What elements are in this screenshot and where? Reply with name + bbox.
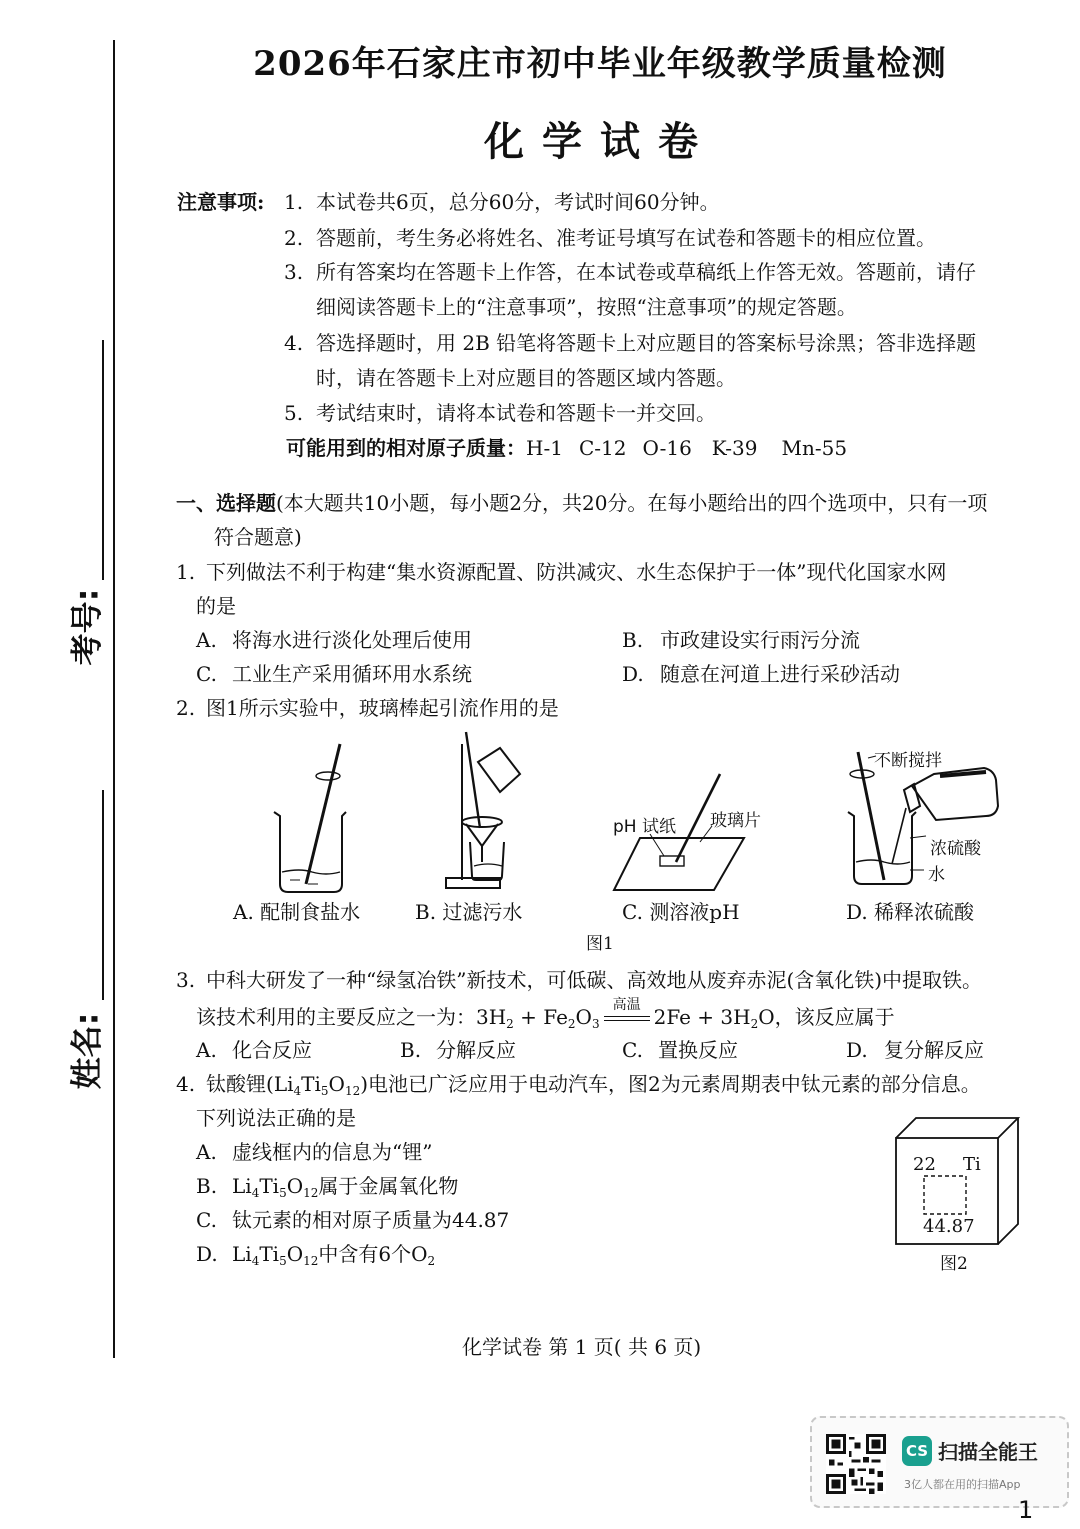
section-description-cont: 符合题意) xyxy=(214,525,302,549)
note-text: 时，请在答题卡上对应题目的答题区域内答题。 xyxy=(316,366,736,390)
formula: $Li_4Ti_5O_{12}$ xyxy=(273,1072,361,1098)
q4-stem-suffix: )电池已广泛应用于电动汽车，图2为元素周期表中钛元素的部分信息。 xyxy=(360,1072,981,1096)
atomic-mass-label: 可能用到的相对原子质量： xyxy=(286,436,526,460)
question-1-stem-cont: 的是 xyxy=(196,594,236,618)
fig1-caption-b-line xyxy=(415,902,522,922)
glass-plate xyxy=(614,838,744,890)
fig1-caption-d-line xyxy=(846,902,974,922)
option-letter: B. xyxy=(196,1174,218,1198)
filtration-stand xyxy=(446,744,504,888)
note-text: 本试卷共6页，总分60分，考试时间60分钟。 xyxy=(316,190,720,214)
q4-option-c: 钛元素的相对原子质量为44.87 xyxy=(232,1208,510,1232)
reaction-arrow xyxy=(604,997,650,1024)
name-label: 姓名: xyxy=(67,1012,106,1090)
equation-prefix: 该技术利用的主要反应之一为： xyxy=(196,1005,476,1029)
ph-paper-label: pH 试纸 xyxy=(613,817,676,837)
water-label: 水 xyxy=(928,865,945,885)
note-text: 所有答案均在答题卡上作答，在本试卷或草稿纸上作答无效。答题前，请仔 xyxy=(316,260,976,284)
q4-option-d-text: 中含有6个 xyxy=(318,1242,412,1266)
equation-suffix: ，该反应属于 xyxy=(774,1005,895,1029)
exam-title: 2026年石家庄市初中毕业年级教学质量检测 xyxy=(253,44,947,84)
note-number: 4. xyxy=(284,331,304,355)
question-2-stem: 图1所示实验中，玻璃棒起引流作用的是 xyxy=(206,696,559,720)
atomic-mass-item: K-39 xyxy=(711,436,758,460)
option-letter: C. xyxy=(196,662,217,686)
stirring-label: 不断搅拌 xyxy=(874,751,942,771)
glass-rod-b xyxy=(466,732,480,828)
formula: $Li_4Ti_5O_{12}$ xyxy=(232,1242,319,1268)
q4-option-d xyxy=(232,1244,435,1267)
q4-stem-prefix: 钛酸锂( xyxy=(206,1072,274,1096)
note-number: 5. xyxy=(284,401,304,425)
atomic-mass-item: H-1 xyxy=(526,436,563,460)
figure-1-caption: 图1 xyxy=(586,934,614,954)
acid-stream xyxy=(892,808,906,864)
formula: $O_2$ xyxy=(411,1242,436,1268)
question-number: 1. xyxy=(176,560,196,584)
equals-line xyxy=(604,1016,650,1017)
option-letter: D. xyxy=(196,1242,218,1266)
scanner-app-name: 扫描全能王 xyxy=(938,1440,1038,1464)
option-letter: A. xyxy=(233,900,254,924)
page-footer: 化学试卷 第 1 页( 共 6 页) xyxy=(462,1335,702,1359)
q4-option-a: 虚线框内的信息为“锂” xyxy=(232,1140,433,1164)
conc-acid-label: 浓硫酸 xyxy=(930,839,981,859)
question-3-stem: 中科大研发了一种“绿氢冶铁”新技术，可低碳、高效地从废弃赤泥(含氧化铁)中提取铁。 xyxy=(206,968,983,992)
option-letter: C. xyxy=(622,900,643,924)
note-number: 1. xyxy=(284,190,304,214)
fig1-caption-a-line xyxy=(233,902,360,922)
question-4-stem-cont: 下列说法正确的是 xyxy=(196,1106,356,1130)
note-text: 答选择题时，用 2B 铅笔将答题卡上对应题目的答案标号涂黑；答非选择题 xyxy=(316,331,977,355)
fig1-caption-c: 测溶液pH xyxy=(649,900,740,924)
subject-title: 化学试卷 xyxy=(484,118,716,165)
option-letter: C. xyxy=(196,1208,217,1232)
fig1-caption-c-line xyxy=(622,902,740,922)
notes-label: 注意事项: xyxy=(177,190,265,214)
question-number: 4. xyxy=(176,1072,196,1096)
scan-page-index: 1 xyxy=(1018,1496,1034,1524)
q1-option-b: 市政建设实行雨污分流 xyxy=(660,628,860,652)
glass-plate-label: 玻璃片 xyxy=(710,811,761,831)
stir-arrow-a xyxy=(316,772,340,780)
q4-option-b-text: 属于金属氧化物 xyxy=(318,1174,459,1198)
atomic-mass: 44.87 xyxy=(923,1216,975,1237)
ph-paper xyxy=(660,856,684,866)
element-symbol: Ti xyxy=(963,1154,981,1175)
reactants: $3H_2 + Fe_2O_3$ xyxy=(476,1005,600,1031)
q3-option-c: 置换反应 xyxy=(658,1038,738,1062)
scanner-slogan: 3亿人都在用的扫描App xyxy=(904,1478,1021,1491)
atomic-mass-item: C-12 xyxy=(578,436,627,460)
exam-no-label: 考号: xyxy=(67,588,106,666)
note-number: 3. xyxy=(284,260,304,284)
option-letter: D. xyxy=(846,900,868,924)
q3-option-b: 分解反应 xyxy=(436,1038,516,1062)
scanner-watermark xyxy=(810,1416,1069,1508)
equals-line xyxy=(604,1020,650,1021)
question-number: 3. xyxy=(176,968,196,992)
scanner-logo-icon: CS xyxy=(902,1436,932,1466)
question-number: 2. xyxy=(176,696,196,720)
option-letter: A. xyxy=(196,1038,217,1062)
atomic-number: 22 xyxy=(913,1154,936,1175)
note-text: 考试结束时，请将本试卷和答题卡一并交回。 xyxy=(316,401,716,425)
option-letter: D. xyxy=(622,662,644,686)
q1-option-d: 随意在河道上进行采砂活动 xyxy=(660,662,900,686)
fig1-caption-b: 过滤污水 xyxy=(442,900,523,924)
note-number: 2. xyxy=(284,226,304,250)
atomic-mass-item: O-16 xyxy=(642,436,692,460)
section-heading: 一、选择题 xyxy=(176,491,276,515)
fig1-caption-d: 稀释浓硫酸 xyxy=(874,900,975,924)
atomic-mass-item: Mn-55 xyxy=(781,436,848,460)
q1-option-c: 工业生产采用循环用水系统 xyxy=(232,662,472,686)
note-text: 细阅读答题卡上的“注意事项”，按照“注意事项”的规定答题。 xyxy=(316,295,857,319)
q4-option-b xyxy=(232,1176,458,1199)
q1-option-a: 将海水进行淡化处理后使用 xyxy=(232,628,472,652)
q3-option-a: 化合反应 xyxy=(232,1038,312,1062)
fig1-caption-a: 配制食盐水 xyxy=(260,900,361,924)
dashed-name-box xyxy=(924,1176,966,1214)
question-3-equation-line xyxy=(196,997,895,1031)
q3-option-d: 复分解反应 xyxy=(884,1038,984,1062)
option-letter: C. xyxy=(622,1038,643,1062)
option-letter: B. xyxy=(400,1038,422,1062)
section-description: (本大题共10小题，每小题2分，共20分。在每小题给出的四个选项中，只有一项 xyxy=(276,491,988,515)
option-letter: A. xyxy=(196,1140,217,1164)
option-letter: A. xyxy=(196,628,217,652)
option-letter: B. xyxy=(622,628,644,652)
figure-2-caption: 图2 xyxy=(940,1254,968,1274)
acid-bottle xyxy=(904,768,998,820)
question-1-stem: 下列做法不利于构建“集水资源配置、防洪减灾、水生态保护于一体”现代化国家水网 xyxy=(206,560,947,584)
glass-rod-a xyxy=(306,744,340,884)
products: $2Fe + 3H_2O$ xyxy=(653,1005,775,1031)
pouring-beaker-b xyxy=(478,748,520,792)
option-letter: B. xyxy=(415,900,437,924)
note-text: 答题前，考生务必将姓名、准考证号填写在试卷和答题卡的相应位置。 xyxy=(316,226,936,250)
beaker-a xyxy=(274,812,346,892)
qr-code-icon xyxy=(826,1434,886,1494)
formula: $Li_4Ti_5O_{12}$ xyxy=(232,1174,319,1200)
option-letter: D. xyxy=(846,1038,868,1062)
question-4-stem xyxy=(206,1074,981,1097)
reaction-condition: 高温 xyxy=(612,997,641,1013)
